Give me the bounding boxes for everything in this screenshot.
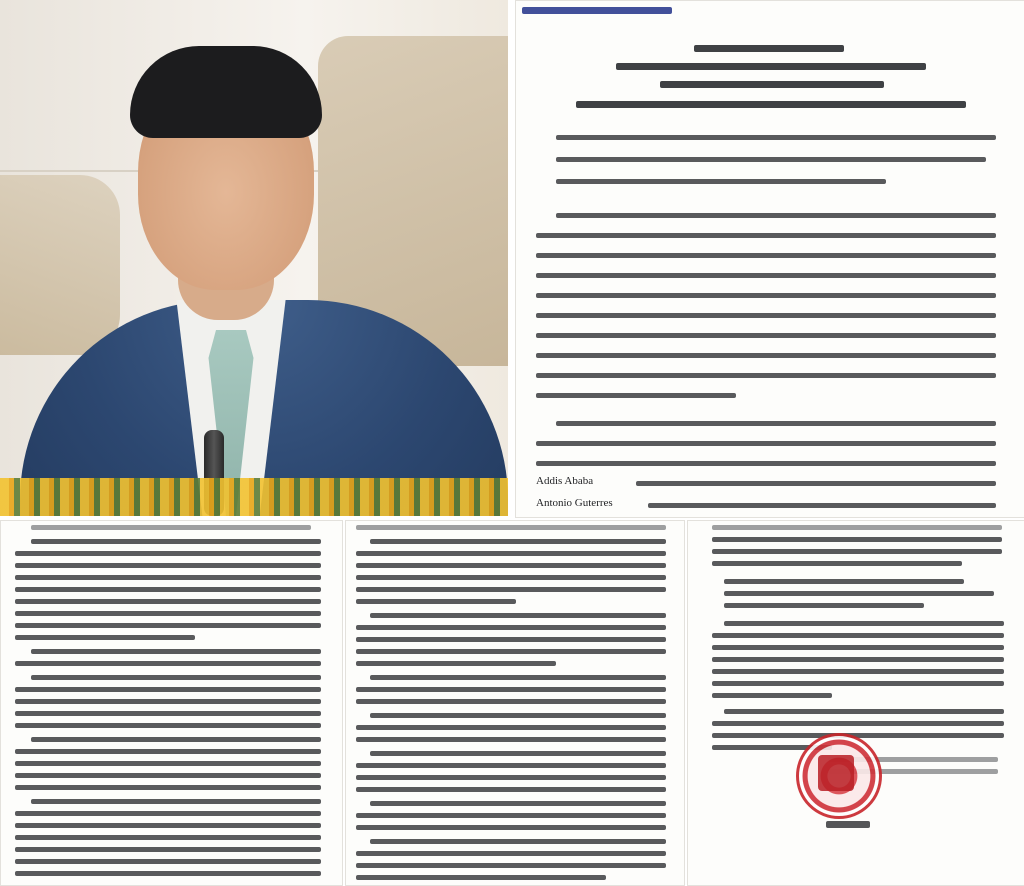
body-line xyxy=(356,649,666,654)
body-line xyxy=(15,871,321,876)
body-line xyxy=(536,373,996,378)
body-line xyxy=(15,611,321,616)
body-line xyxy=(370,801,666,806)
body-line xyxy=(15,785,321,790)
body-line xyxy=(356,813,666,818)
body-line xyxy=(356,551,666,556)
body-line xyxy=(15,749,321,754)
body-line xyxy=(15,847,321,852)
body-line xyxy=(370,539,666,544)
body-line xyxy=(712,549,1002,554)
chair-left xyxy=(0,175,120,355)
body-line xyxy=(712,669,1004,674)
body-line xyxy=(356,851,666,856)
doc-subtitle xyxy=(616,63,926,70)
body-line xyxy=(536,273,996,278)
body-line xyxy=(712,633,1004,638)
body-line xyxy=(15,699,321,704)
doc-date-range xyxy=(660,81,884,88)
salutation-line xyxy=(556,157,986,162)
body-line xyxy=(15,599,321,604)
body-line xyxy=(536,293,996,298)
body-line xyxy=(15,575,321,580)
body-line xyxy=(536,393,736,398)
body-line xyxy=(15,859,321,864)
body-line xyxy=(15,687,321,692)
body-line xyxy=(356,525,666,530)
main-document-page xyxy=(515,0,1024,518)
body-line xyxy=(15,587,321,592)
body-line xyxy=(356,563,666,568)
document-page-3 xyxy=(345,520,685,886)
body-line xyxy=(356,763,666,768)
body-line xyxy=(712,561,962,566)
body-line xyxy=(356,787,666,792)
doc-theme xyxy=(576,101,966,108)
body-line xyxy=(15,551,321,556)
document-page-2 xyxy=(0,520,343,886)
body-line xyxy=(356,661,556,666)
body-line xyxy=(724,709,1004,714)
portrait-photo xyxy=(0,0,508,516)
hair xyxy=(130,46,322,138)
body-line xyxy=(712,693,832,698)
person-name: Antonio Guterres xyxy=(536,497,613,509)
body-line xyxy=(31,799,321,804)
body-line xyxy=(15,563,321,568)
salutation-line xyxy=(556,135,996,140)
body-line xyxy=(536,333,996,338)
body-line xyxy=(536,253,996,258)
flower-arrangement xyxy=(0,478,508,516)
body-line xyxy=(370,751,666,756)
body-line xyxy=(356,825,666,830)
signature-page xyxy=(687,520,1024,886)
body-line xyxy=(536,353,996,358)
body-line xyxy=(370,839,666,844)
body-line xyxy=(31,525,311,530)
body-line xyxy=(648,503,996,508)
body-line xyxy=(712,645,1004,650)
body-line xyxy=(31,649,321,654)
salutation-line xyxy=(724,603,924,608)
body-line xyxy=(356,637,666,642)
body-line xyxy=(356,863,666,868)
body-line xyxy=(356,687,666,692)
body-line xyxy=(15,635,195,640)
body-line xyxy=(356,599,516,604)
salutation-line xyxy=(724,591,994,596)
body-line xyxy=(356,587,666,592)
body-line xyxy=(370,713,666,718)
place-name: Addis Ababa xyxy=(536,475,594,487)
body-line xyxy=(356,575,666,580)
body-line xyxy=(15,835,321,840)
body-line xyxy=(31,737,321,742)
body-line xyxy=(724,621,1004,626)
body-line xyxy=(15,773,321,778)
body-line xyxy=(31,539,321,544)
body-line xyxy=(15,711,321,716)
body-line xyxy=(356,725,666,730)
body-line xyxy=(712,721,1004,726)
body-line xyxy=(712,681,1004,686)
doc-header-ministry xyxy=(522,7,672,14)
body-line xyxy=(636,481,996,486)
doc-title xyxy=(694,45,844,52)
body-line xyxy=(356,699,666,704)
body-line xyxy=(356,737,666,742)
signatory-name xyxy=(826,821,870,828)
seal-emblem-icon xyxy=(818,755,854,791)
body-line xyxy=(15,623,321,628)
body-line xyxy=(15,823,321,828)
body-line xyxy=(712,657,1004,662)
salutation-line xyxy=(556,179,886,184)
body-line xyxy=(370,675,666,680)
body-line xyxy=(356,775,666,780)
body-line xyxy=(15,723,321,728)
body-line xyxy=(536,233,996,238)
body-line xyxy=(536,441,996,446)
body-line xyxy=(15,761,321,766)
body-line xyxy=(370,613,666,618)
body-line xyxy=(31,675,321,680)
body-line xyxy=(556,421,996,426)
salutation-line xyxy=(724,579,964,584)
body-line xyxy=(536,461,996,466)
body-line xyxy=(536,313,996,318)
body-line xyxy=(15,811,321,816)
body-line xyxy=(356,875,606,880)
body-line xyxy=(356,625,666,630)
body-line xyxy=(712,525,1002,530)
body-line xyxy=(712,537,1002,542)
body-line xyxy=(15,661,321,666)
body-line xyxy=(556,213,996,218)
